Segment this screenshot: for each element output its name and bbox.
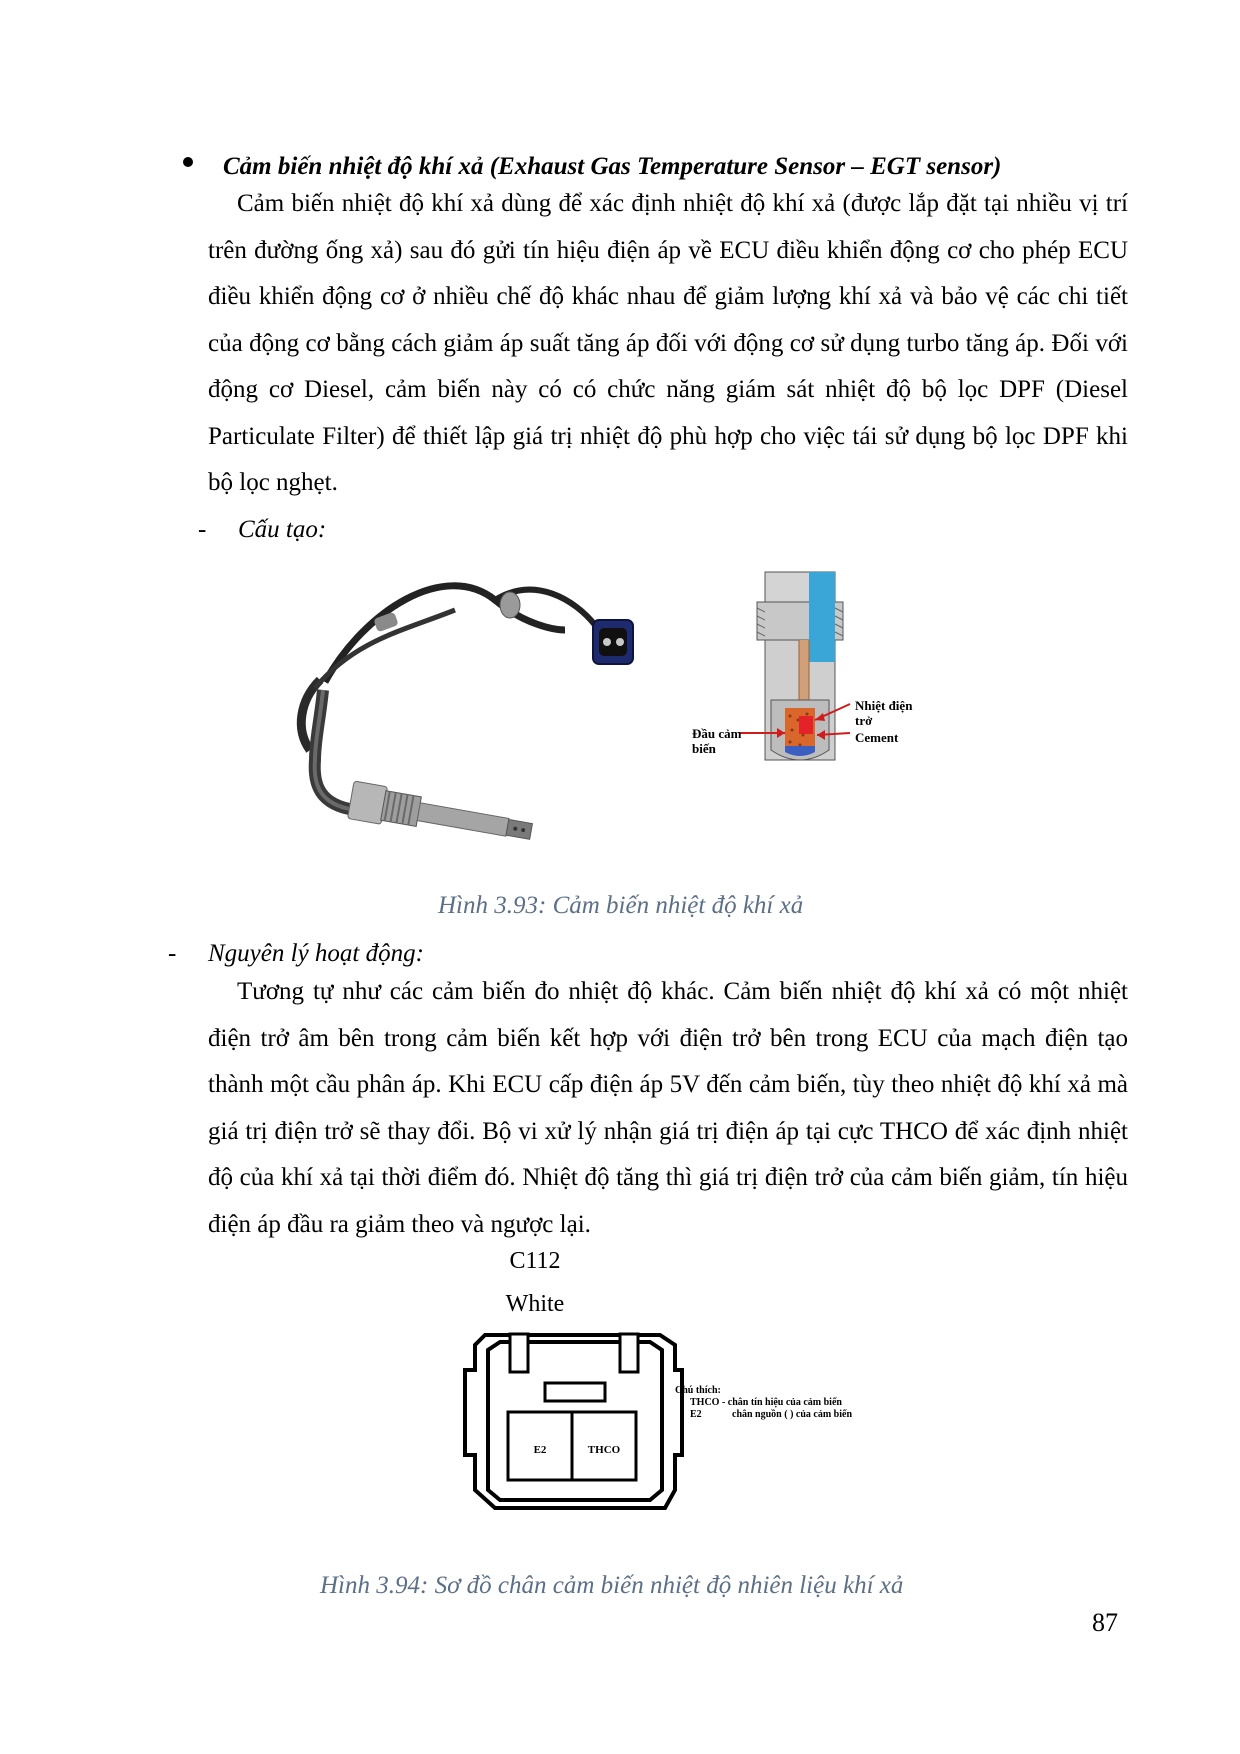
- connector-code: C112: [509, 1250, 561, 1274]
- sensor-photo: [301, 586, 633, 850]
- sensor-cross-section: [692, 572, 913, 760]
- paragraph-operating-principle: Tương tự như các cảm biến đo nhiệt độ khác. Cảm biến nhiệt độ khí xả có một nhiệt điện trở âm bên trong cảm biến kết hợp với điện trở bên trong ECU của mạch điện tạo thành một cầu phân áp. Khi ECU cấp điện áp 5V đến cảm biến, tùy theo nhiệt độ khí xả mà giá trị điện trở sẽ thay đổi. Bộ vi xử lý nhận giá trị điện áp tại cực THCO để xác định nhiệt độ của khí xả tại thời điểm đó. Nhiệt độ tăng thì giá trị điện trở của cảm biến giảm, tín hiệu điện áp đầu ra giảm theo và ngược lại.: [208, 978, 1128, 1238]
- label-cement: Cement: [855, 730, 899, 745]
- section-heading: Cảm biến nhiệt độ khí xả (Exhaust Gas Temperature Sensor – EGT sensor): [223, 153, 1002, 180]
- page-number: 87: [1092, 1608, 1118, 1637]
- dash-marker: -: [168, 940, 177, 967]
- dash-marker: -: [198, 516, 207, 543]
- note-line2-key: E2: [690, 1409, 702, 1420]
- note-line2-value: chân nguồn ( ) của cảm biến: [732, 1409, 853, 1420]
- bullet-icon: [183, 157, 193, 167]
- note-title: Chú thích:: [675, 1385, 721, 1396]
- pin-thco: THCO: [587, 1444, 621, 1456]
- figure1-caption: Hình 3.93: Cảm biến nhiệt độ khí xả: [438, 892, 804, 919]
- principle-label: Nguyên lý hoạt động:: [208, 940, 424, 967]
- figure-connector-pinout: [450, 1250, 890, 1550]
- connector-color: White: [505, 1291, 565, 1317]
- pin-e2: E2: [533, 1444, 547, 1456]
- figure2-caption: Hình 3.94: Sơ đồ chân cảm biến nhiệt độ nhiên liệu khí xả: [320, 1572, 904, 1599]
- label-thermistor-2: trở: [855, 713, 873, 728]
- paragraph-egt-description: Cảm biến nhiệt độ khí xả dùng để xác định nhiệt độ khí xả (được lắp đặt tại nhiều vị trí trên đường ống xả) sau đó gửi tín hiệu điện áp về ECU điều khiển động cơ cho phép ECU điều khiển động cơ ở nhiều chế độ khác nhau để giảm lượng khí xả và bảo vệ các chi tiết của động cơ bằng cách giảm áp suất tăng áp đối với động cơ sử dụng turbo tăng áp. Đối với động cơ Diesel, cảm biến này có có chức năng giám sát nhiệt độ bộ lọc DPF (Diesel Particulate Filter) để thiết lập giá trị nhiệt độ phù hợp cho việc tái sử dụng bộ lọc DPF khi bộ lọc nghẹt.: [208, 190, 1128, 496]
- label-thermistor-1: Nhiệt điện: [855, 698, 913, 713]
- structure-label: Cấu tạo:: [238, 516, 327, 543]
- label-tip-1: Đầu cảm: [692, 726, 742, 741]
- figure-egt-sensor: [295, 570, 955, 865]
- label-tip-2: biến: [692, 741, 716, 756]
- note-line1: THCO - chân tín hiệu của cảm biến: [690, 1397, 842, 1408]
